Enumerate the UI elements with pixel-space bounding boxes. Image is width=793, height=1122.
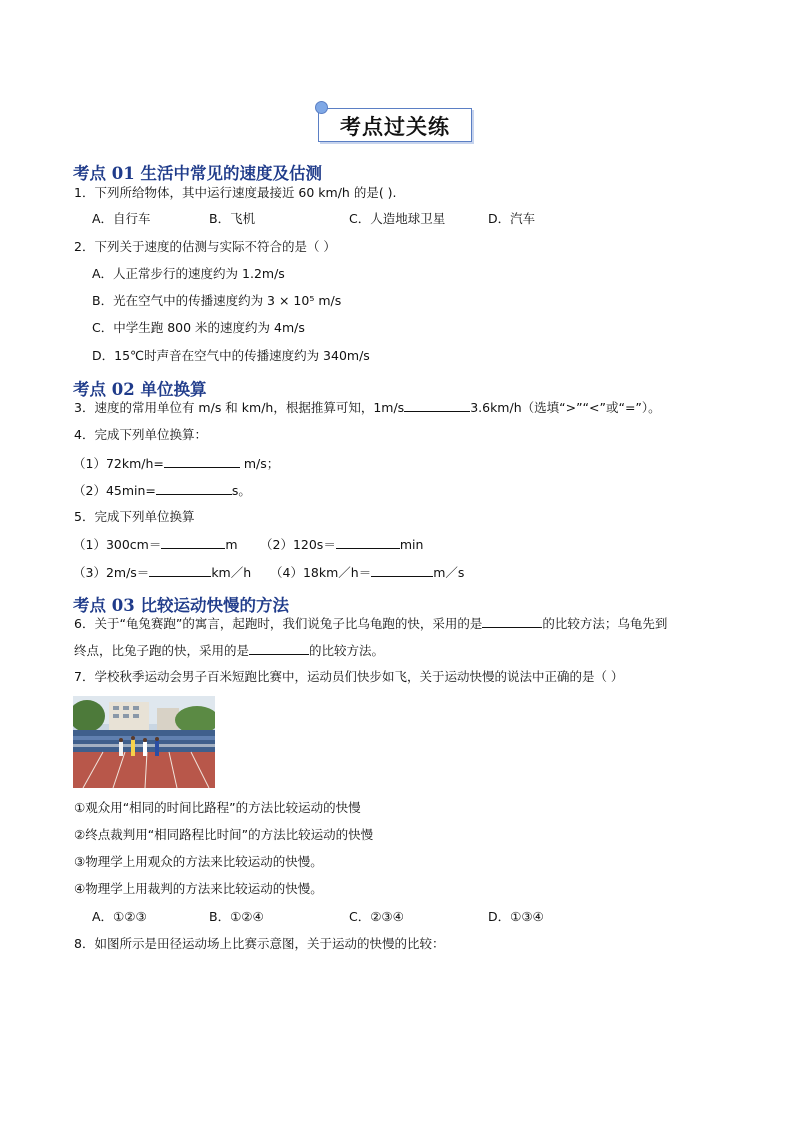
q1-option-c: C．人造地球卫星	[349, 211, 446, 226]
q4-part-2-unit: s。	[231, 483, 251, 498]
q6-blank-1[interactable]	[482, 615, 542, 628]
q1-option-a: A．自行车	[92, 211, 151, 226]
q3-blank[interactable]	[404, 399, 470, 412]
q5-part-3-unit: km／h	[211, 565, 252, 580]
q5-row-2-left	[73, 564, 251, 581]
q5-row-2-right	[270, 564, 464, 581]
q6-text-3: 终点，比兔子跑的快，采用的是	[74, 643, 250, 658]
q2-option-a: A．人正常步行的速度约为 1.2m/s	[92, 266, 285, 281]
q4-part-1-unit: m/s；	[239, 456, 280, 471]
track-race-photo	[73, 696, 215, 788]
q4-blank-2[interactable]	[156, 482, 232, 495]
question-1-stem: 1．下列所给物体，其中运行速度最接近 60 km/h 的是( ).	[74, 185, 397, 200]
q5-part-4-text: （4）18km／h＝	[270, 565, 372, 580]
q2-option-b: B．光在空气中的传播速度约为 3 × 10⁵ m/s	[92, 293, 342, 308]
section-heading-01: 考点 01 生活中常见的速度及估测	[73, 164, 322, 183]
question-2-stem: 2．下列关于速度的估测与实际不符合的是（ ）	[74, 239, 336, 254]
section-heading-02: 考点 02 单位换算	[73, 380, 207, 399]
q5-part-3-text: （3）2m/s＝	[73, 565, 150, 580]
q2-option-d: D．15℃时声音在空气中的传播速度约为 340m/s	[92, 348, 370, 363]
q7-statement-2: ②终点裁判用“相同路程比时间”的方法比较运动的快慢	[74, 827, 374, 842]
q7-option-b: B．①②④	[209, 909, 264, 924]
q6-text-4: 的比较方法。	[309, 643, 385, 658]
q5-blank-4[interactable]	[371, 564, 433, 577]
q7-option-a: A．①②③	[92, 909, 147, 924]
question-3	[74, 399, 661, 416]
q4-part-1-text: （1）72km/h=	[73, 456, 164, 471]
q4-part-2	[73, 482, 251, 499]
page-title: 考点过关练	[340, 115, 450, 139]
q7-option-c: C．②③④	[349, 909, 404, 924]
section-heading-03: 考点 03 比较运动快慢的方法	[73, 596, 289, 615]
q5-blank-2[interactable]	[336, 536, 400, 549]
question-7-stem: 7．学校秋季运动会男子百米短跑比赛中，运动员们快步如飞，关于运动快慢的说法中正确的是（ ）	[74, 669, 624, 684]
q5-row-1-right	[260, 536, 423, 553]
q4-part-2-text: （2）45min=	[73, 483, 156, 498]
q7-statement-1: ①观众用“相同的时间比路程”的方法比较运动的快慢	[74, 800, 361, 815]
q6-blank-2[interactable]	[249, 642, 309, 655]
q3-text-1: 3．速度的常用单位有 m/s 和 km/h，根据推算可知，1m/s	[74, 400, 405, 415]
q7-option-d: D．①③④	[488, 909, 544, 924]
q5-part-4-unit: m／s	[433, 565, 465, 580]
q4-blank-1[interactable]	[164, 455, 240, 468]
question-8-stem: 8．如图所示是田径运动场上比赛示意图，关于运动的快慢的比较：	[74, 936, 445, 951]
q6-text-1: 6．关于“龟兔赛跑”的寓言，起跑时，我们说兔子比乌龟跑的快，采用的是	[74, 616, 483, 631]
q2-option-c: C．中学生跑 800 米的速度约为 4m/s	[92, 320, 305, 335]
q1-option-d: D．汽车	[488, 211, 536, 226]
q7-statement-3: ③物理学上用观众的方法来比较运动的快慢。	[74, 854, 323, 869]
track-race-illustration	[73, 696, 215, 788]
q5-part-2-text: （2）120s＝	[260, 537, 336, 552]
title-box	[318, 108, 472, 142]
q3-text-2: 3.6km/h（选填“>”“<”或“=”）。	[470, 400, 661, 415]
q7-statement-4: ④物理学上用裁判的方法来比较运动的快慢。	[74, 881, 323, 896]
q5-blank-3[interactable]	[149, 564, 211, 577]
question-6-line-1	[74, 615, 667, 632]
q5-part-2-unit: min	[399, 537, 424, 552]
q1-option-b: B．飞机	[209, 211, 256, 226]
q5-part-1-unit: m	[225, 537, 238, 552]
q6-text-2: 的比较方法；乌龟先到	[542, 616, 668, 631]
q5-part-1-text: （1）300cm＝	[73, 537, 162, 552]
question-6-line-2	[74, 642, 384, 659]
q4-part-1	[73, 455, 279, 472]
question-4-stem: 4．完成下列单位换算：	[74, 427, 207, 442]
question-5-stem: 5．完成下列单位换算	[74, 509, 195, 524]
q5-row-1-left	[73, 536, 238, 553]
q5-blank-1[interactable]	[161, 536, 225, 549]
